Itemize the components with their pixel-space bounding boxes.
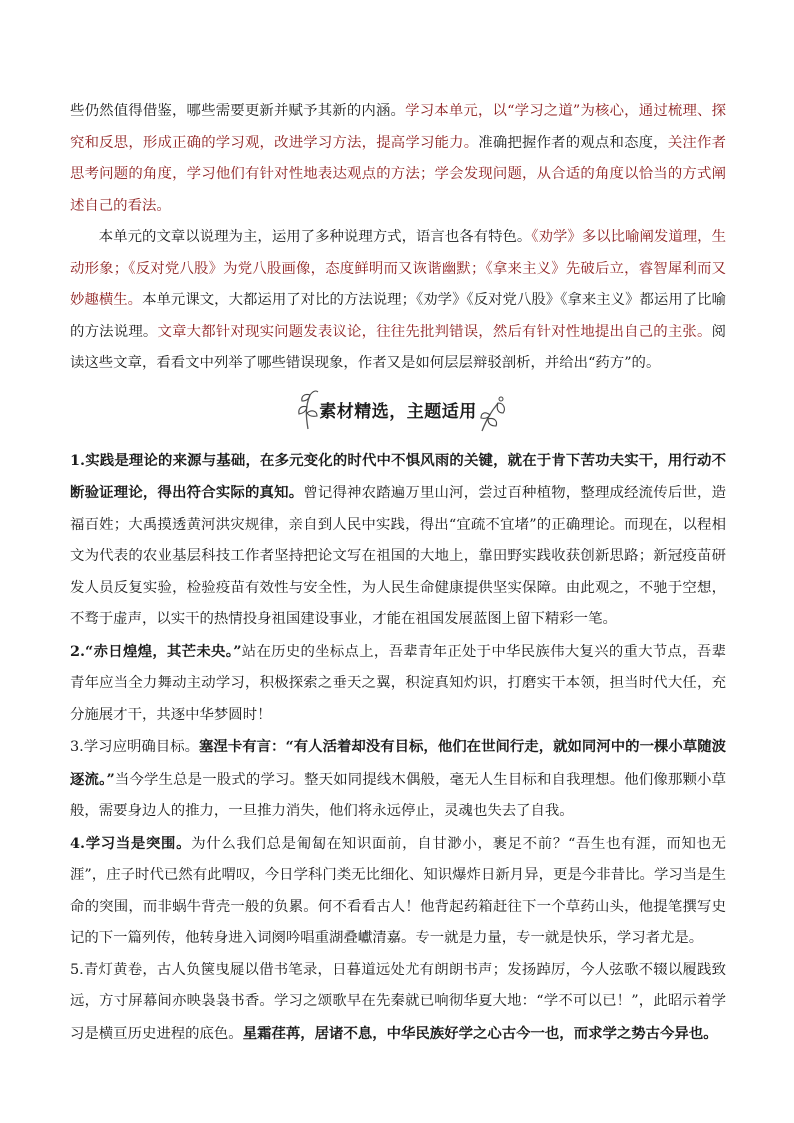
material-item [70,445,726,636]
document-page [70,96,726,1050]
body-text: 3.学习应明确目标。 [70,739,200,755]
section-heading [70,383,726,441]
body-text: 为什么我们总是匍匐在知识面前，自甘渺小，裹足不前？“吾生也有涯，而知也无涯”，庄子时代已然有此喟叹，今日学科门类无比细化、知识爆炸日新月异，更是今非昔比。学习当是生命的突围，而非蜗牛背壳一般的负累。何不看看古人！他背起药箱赶往下一个草药山头，他提笔撰写史记的下一篇列传，他转身进入词阕吟唱重湖叠巘清嘉。专一就是力量，专一就是快乐，学习者尤是。 [70,835,726,946]
body-text: 些仍然值得借鉴，哪些需要更新并赋予其新的内涵。 [70,103,406,119]
bold-text: 2.“赤日煌煌，其芒未央。” [70,642,242,660]
highlighted-text: 学习本单元，以“学习之道”为核心，通过梳理、探究和反思，形成正确的学习观，改进学习方法，提高学习能力。 [70,103,726,151]
body-text: 当今学生总是一股式的学习。整天如同提线木偶般，毫无人生目标和自我理想。他们像那颗小草般，需要身边人的推力，一旦推力消失，他们将永远停止，灵魂也失去了自我。 [70,771,726,819]
section-heading-title: 素材精选，主题适用 [319,401,477,422]
body-text: 本单元课文，大都运用了对比的方法说理；《劝学》《反对党八股》《拿来主义》都运用了比喻的方法说理。 [70,292,726,340]
bold-text: 塞涅卡有言：“有人活着却没有目标，他们在世间行走，就如同河中的一棵小草随波逐流。” [70,738,726,788]
material-item [70,955,726,1051]
material-item [70,828,726,955]
material-item [70,731,726,828]
leaf-icon [476,391,508,435]
body-text: 本单元的文章以说理为主，运用了多种说理方式，语言也各有特色。 [98,229,532,245]
body-text: 站在历史的坐标点上，吾辈青年正处于中华民族伟大复兴的重大节点，吾辈青年应当全力舞动主动学习，积极探索之垂天之翼，积淀真知灼识，打磨实干本领，担当时代大任，充分施展才干，共逐中华梦圆时！ [70,643,726,723]
body-text: 曾记得神农踏遍万里山河，尝过百种植物，整理成经流传后世，造福百姓；大禹摸透黄河洪灾规律，亲自到人民中实践，得出“宜疏不宜堵”的正确理论。而现在，以程相文为代表的农业基层科技工作者坚持把论文写在祖国的大地上，靠田野实践收获创新思路；新冠疫苗研发人员反复实验，检验疫苗有效性与安全性，为人民生命健康提供坚实保障。由此观之，不驰于空想，不骛于虚声，以实干的热情投身祖国建设事业，才能在祖国发展蓝图上留下精彩一笔。 [70,485,726,627]
bold-text: 1.实践是理论的来源与基础，在多元变化的时代中不惧风雨的关键，就在于肯下苦功夫实干，用行动不断验证理论，得出符合实际的真知。 [70,451,726,501]
body-text: 准确把握作者的观点和态度， [478,134,668,151]
bold-text: 星霜荏苒，居诸不息，中华民族好学之心古今一也，而求学之势古今异也。 [242,1024,718,1042]
highlighted-text: 《劝学》多以比喻阐发道理，生动形象；《反对党八股》为党八股画像，态度鲜明而又诙谐幽默；《拿来主义》先破后立，睿智犀利而又妙趣横生。 [70,229,726,308]
bold-text: 4.学习当是突围。 [70,834,192,852]
intro-paragraph-2 [70,222,726,380]
body-text: 5.青灯黄卷，古人负箧曳屣以借书笔录，日暮道远处尤有朗朗书声；发扬踔厉，今人弦歌不辍以履践致远，方寸屏幕间亦映袅袅书香。学习之颂歌早在先秦就已响彻华夏大地：“学不可以已！”，此昭示着学习是横亘历史进程的底色。 [70,961,726,1042]
material-list [70,445,726,1051]
material-item [70,636,726,732]
intro-paragraph-1 [70,96,726,222]
highlighted-text: 文章大都针对现实问题发表议论，往往先批判错误，然后有针对性地提出自己的主张。 [157,323,712,340]
highlighted-text: 关注作者思考问题的角度，学习他们有针对性地表达观点的方法；学会发现问题，从合适的角度以恰当的方式阐述自己的看法。 [70,134,726,214]
body-text: 阅读这些文章，看看文中列举了哪些错误现象，作者又是如何层层辩驳剖析，并给出“药方”的。 [70,323,726,371]
